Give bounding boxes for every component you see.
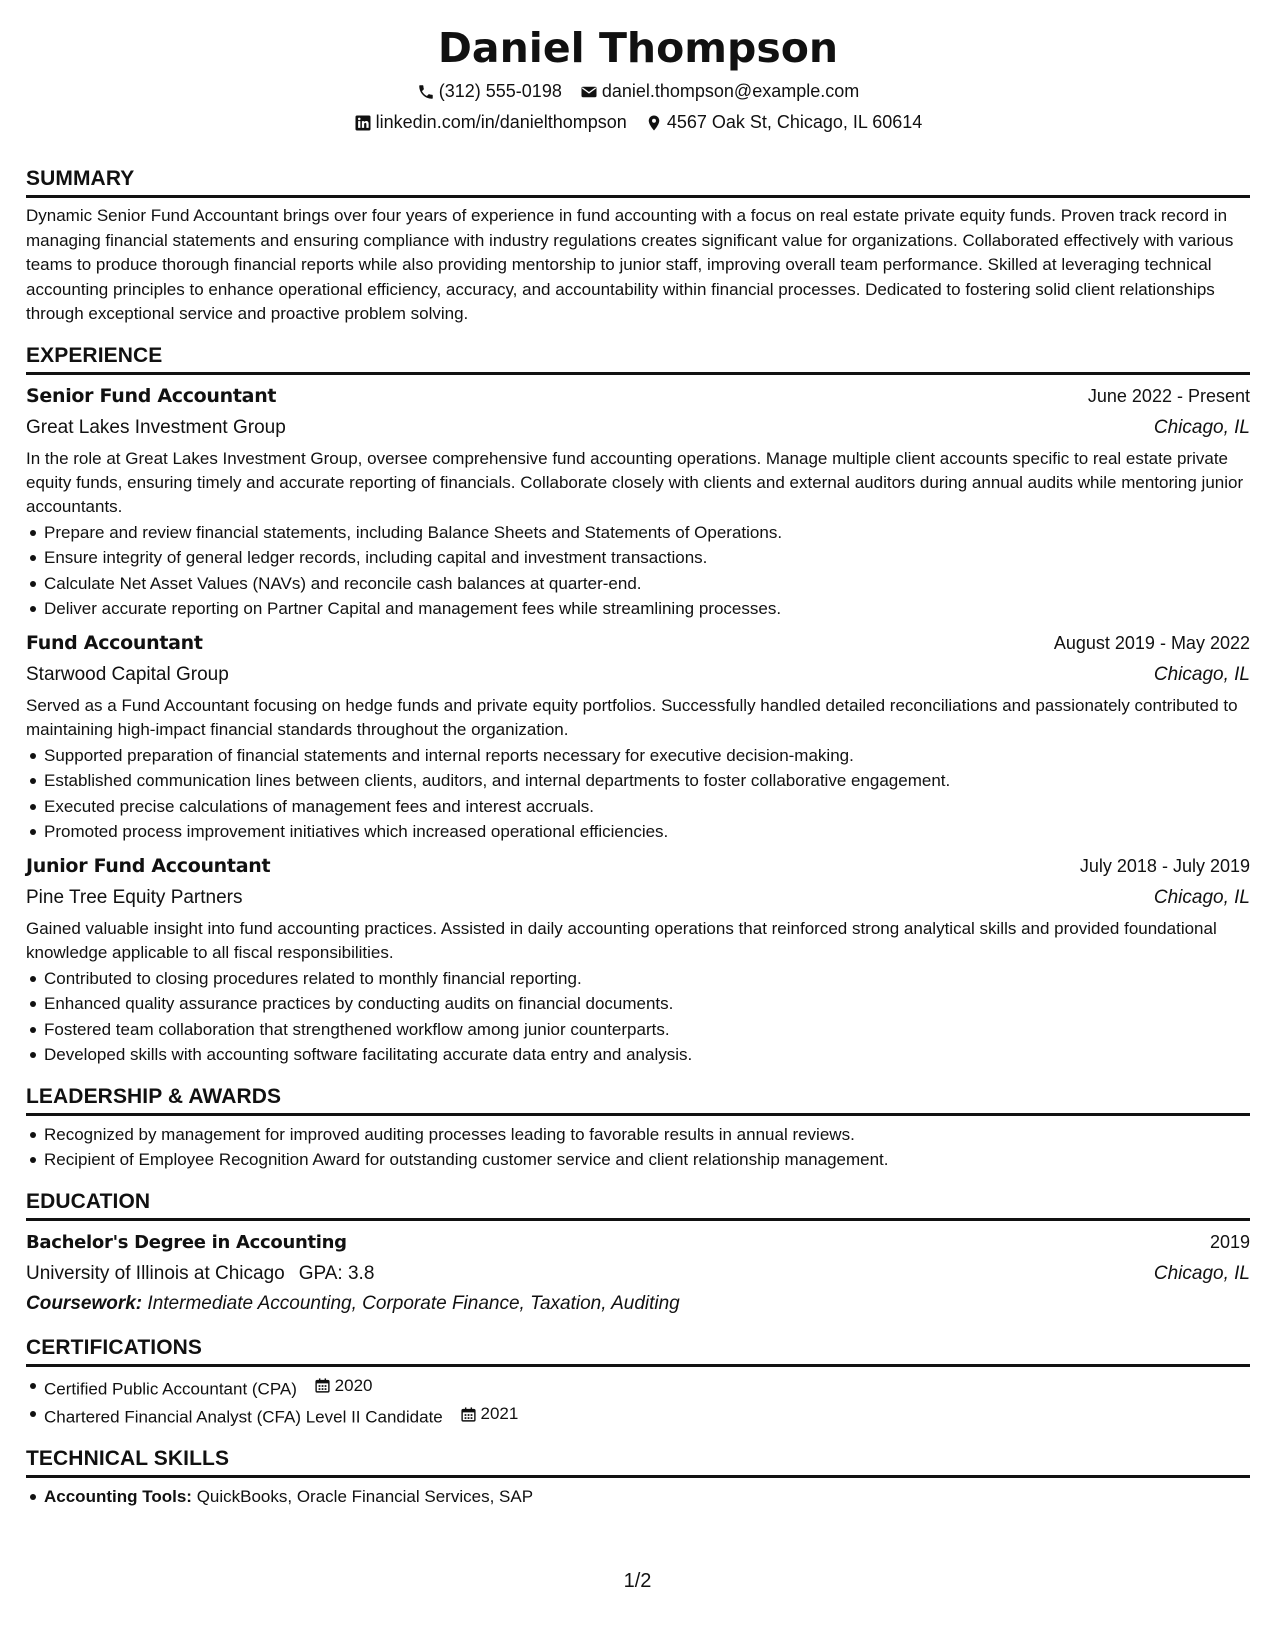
job-title: Fund Accountant bbox=[26, 631, 203, 654]
job-title: Junior Fund Accountant bbox=[26, 854, 271, 877]
envelope-icon bbox=[580, 83, 598, 101]
job-dates: June 2022 - Present bbox=[1087, 385, 1250, 406]
certifications-list bbox=[26, 1373, 1250, 1431]
email-contact[interactable] bbox=[580, 76, 859, 107]
education-degree: Bachelor's Degree in Accounting bbox=[26, 1231, 347, 1253]
job-dates: July 2018 - July 2019 bbox=[1079, 855, 1250, 876]
experience-section bbox=[26, 341, 1250, 1068]
job-description: Gained valuable insight into fund accounting practices. Assisted in daily accounting operations that reinforced strong analytical skills and provided foundational knowledge applicable to all fiscal responsibilities. bbox=[26, 918, 1217, 962]
phone-contact bbox=[417, 76, 562, 107]
section-title-summary: SUMMARY bbox=[26, 164, 1250, 198]
list-item bbox=[44, 1401, 1250, 1430]
section-title-certifications: CERTIFICATIONS bbox=[26, 1333, 1250, 1367]
education-degree-row bbox=[26, 1227, 1250, 1258]
job-company: Starwood Capital Group bbox=[26, 663, 229, 685]
job-title: Senior Fund Accountant bbox=[26, 384, 277, 407]
education-coursework bbox=[26, 1289, 1250, 1319]
resume-header bbox=[26, 20, 1250, 138]
list-item: Recognized by management for improved auditing processes leading to favorable results in annual reviews. bbox=[44, 1122, 1250, 1148]
list-item bbox=[44, 1373, 1250, 1402]
job-location: Chicago, IL bbox=[1153, 416, 1250, 438]
candidate-name: Daniel Thompson bbox=[437, 24, 839, 72]
list-item: Developed skills with accounting software facilitating accurate data entry and analysis. bbox=[44, 1042, 1250, 1068]
list-item: Contributed to closing procedures related to monthly financial reporting. bbox=[44, 966, 1250, 992]
section-title-leadership: LEADERSHIP & AWARDS bbox=[26, 1082, 1250, 1116]
list-item: Fostered team collaboration that strengthened workflow among junior counterparts. bbox=[44, 1017, 1250, 1043]
education-year: 2019 bbox=[1209, 1231, 1250, 1252]
certification-year-wrap bbox=[460, 1401, 519, 1427]
job-company-row bbox=[26, 412, 1250, 443]
education-gpa: GPA: 3.8 bbox=[298, 1262, 375, 1284]
coursework-label: Coursework: bbox=[26, 1292, 143, 1314]
list-item: Executed precise calculations of management fees and interest accruals. bbox=[44, 794, 1250, 820]
linkedin-icon bbox=[354, 114, 372, 132]
contact-row-2 bbox=[26, 107, 1250, 138]
education-school-wrap bbox=[26, 1259, 374, 1289]
certification-year: 2020 bbox=[334, 1375, 373, 1395]
section-title-experience: EXPERIENCE bbox=[26, 341, 1250, 375]
section-title-skills: TECHNICAL SKILLS bbox=[26, 1444, 1250, 1478]
calendar-icon bbox=[460, 1406, 477, 1423]
certification-year-wrap bbox=[314, 1373, 373, 1399]
page-number: 1/2 bbox=[623, 1570, 652, 1592]
job-location: Chicago, IL bbox=[1153, 886, 1250, 908]
skills-section bbox=[26, 1444, 1250, 1510]
list-item: Enhanced quality assurance practices by conducting audits on financial documents. bbox=[44, 991, 1250, 1017]
job-company-row bbox=[26, 882, 1250, 913]
linkedin-contact[interactable] bbox=[354, 107, 627, 138]
education-school-row bbox=[26, 1258, 1250, 1289]
list-item: Promoted process improvement initiatives which increased operational efficiencies. bbox=[44, 819, 1250, 845]
job-description: Served as a Fund Accountant focusing on hedge funds and private equity portfolios. Successfully handled detailed reconciliations and passionately contributed to maintaining high-impact financial standards throughout the organization. bbox=[26, 695, 1238, 739]
job-dates: August 2019 - May 2022 bbox=[1053, 632, 1250, 653]
street-address: 4567 Oak St, Chicago, IL 60614 bbox=[666, 112, 923, 132]
skill-value: QuickBooks, Oracle Financial Services, SAP bbox=[196, 1487, 534, 1506]
certification-name: Chartered Financial Analyst (CFA) Level II Candidate bbox=[44, 1407, 443, 1427]
section-title-education: EDUCATION bbox=[26, 1187, 1250, 1221]
education-section bbox=[26, 1187, 1250, 1319]
job-header-row bbox=[26, 851, 1250, 882]
list-item bbox=[44, 1484, 1250, 1510]
job-company-row bbox=[26, 659, 1250, 690]
job-bullets bbox=[26, 520, 1250, 622]
job-header-row bbox=[26, 381, 1250, 412]
linkedin-url[interactable]: linkedin.com/in/danielthompson bbox=[375, 112, 627, 132]
calendar-icon bbox=[314, 1377, 331, 1394]
certification-year: 2021 bbox=[480, 1404, 519, 1424]
job-bullets bbox=[26, 743, 1250, 845]
summary-text: Dynamic Senior Fund Accountant brings over four years of experience in fund accounting with a focus on real estate private equity funds. Proven track record in managing financial statements and ensuring compliance with industry regulations creates significant value for organizations. Collaborated effectively with various teams to produce thorough financial reports while also providing mentorship to junior staff, improving overall team performance. Skilled at leveraging technical accounting principles to enhance operational efficiency, accuracy, and accountability within financial processes. Dedicated to fostering solid client relationships through exceptional service and proactive problem solving. bbox=[26, 206, 1234, 323]
email-address[interactable]: daniel.thompson@example.com bbox=[601, 81, 860, 101]
job-entry bbox=[26, 381, 1250, 622]
list-item: Recipient of Employee Recognition Award for outstanding customer service and client relationship management. bbox=[44, 1147, 1250, 1173]
leadership-bullets bbox=[26, 1122, 1250, 1173]
list-item: Calculate Net Asset Values (NAVs) and reconcile cash balances at quarter-end. bbox=[44, 571, 1250, 597]
job-location: Chicago, IL bbox=[1153, 663, 1250, 685]
education-location: Chicago, IL bbox=[1153, 1262, 1250, 1284]
job-company: Great Lakes Investment Group bbox=[26, 416, 286, 438]
list-item: Established communication lines between clients, auditors, and internal departments to foster collaborative engagement. bbox=[44, 768, 1250, 794]
summary-section bbox=[26, 164, 1250, 327]
contact-row-1 bbox=[26, 76, 1250, 107]
job-description: In the role at Great Lakes Investment Group, oversee comprehensive fund accounting operations. Manage multiple client accounts specific to real estate private equity funds, ensuring timely and accurate reporting of financials. Collaborate closely with clients and external auditors during annual audits while mentoring junior accountants. bbox=[26, 448, 1244, 516]
address-contact bbox=[645, 107, 923, 138]
phone-icon bbox=[417, 83, 435, 101]
list-item: Deliver accurate reporting on Partner Capital and management fees while streamlining processes. bbox=[44, 596, 1250, 622]
job-bullets bbox=[26, 966, 1250, 1068]
certifications-section bbox=[26, 1333, 1250, 1431]
list-item: Ensure integrity of general ledger records, including capital and investment transactions. bbox=[44, 545, 1250, 571]
coursework-list: Intermediate Accounting, Corporate Finance, Taxation, Auditing bbox=[147, 1292, 680, 1314]
list-item: Supported preparation of financial statements and internal reports necessary for executive decision-making. bbox=[44, 743, 1250, 769]
education-school: University of Illinois at Chicago bbox=[26, 1262, 285, 1284]
job-header-row bbox=[26, 628, 1250, 659]
resume-page bbox=[26, 20, 1250, 1510]
job-entry bbox=[26, 628, 1250, 845]
phone-number: (312) 555-0198 bbox=[438, 81, 562, 101]
certification-name: Certified Public Accountant (CPA) bbox=[44, 1378, 297, 1398]
job-entry bbox=[26, 851, 1250, 1068]
list-item: Prepare and review financial statements, including Balance Sheets and Statements of Operations. bbox=[44, 520, 1250, 546]
skills-list bbox=[26, 1484, 1250, 1510]
map-pin-icon bbox=[645, 114, 663, 132]
job-company: Pine Tree Equity Partners bbox=[26, 886, 243, 908]
skill-label: Accounting Tools: bbox=[44, 1487, 192, 1506]
leadership-section bbox=[26, 1082, 1250, 1173]
